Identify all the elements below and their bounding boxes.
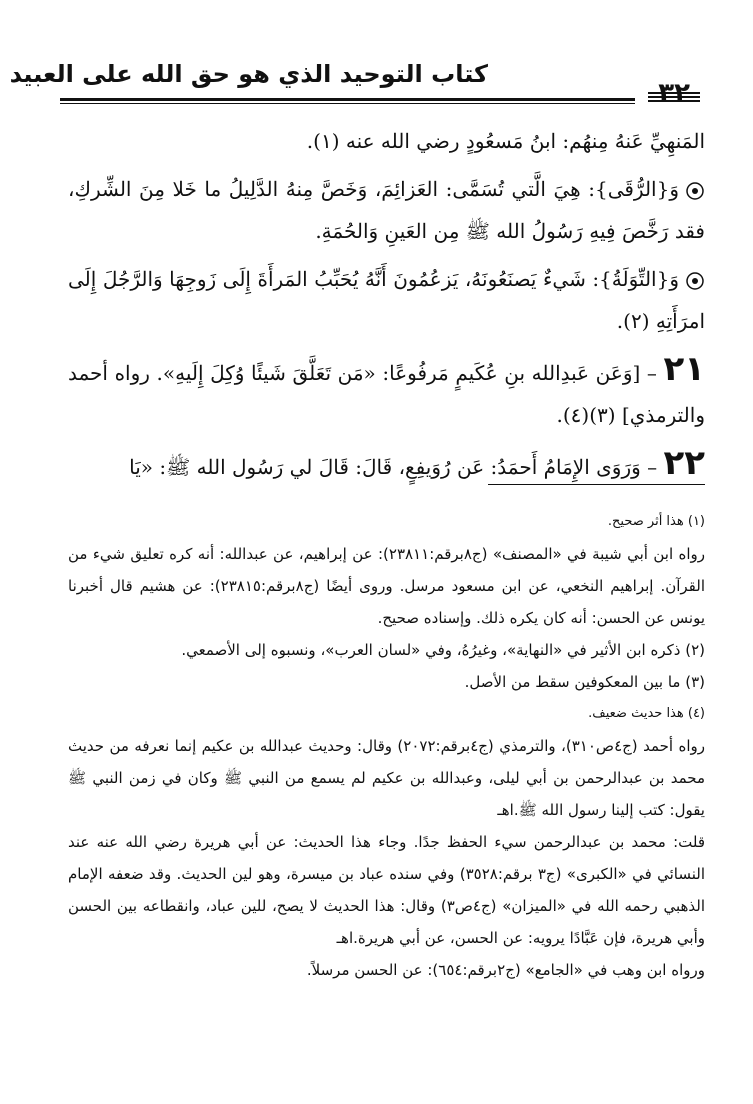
footnote-1-heading: (١) هذا أثر صحيح.	[607, 514, 705, 529]
header-ornament-line	[648, 96, 700, 98]
header-rule	[60, 98, 635, 101]
tiwala-text: وَ{التِّوَلَةُ}: شَيءٌ يَصنَعُونَهُ، يَزعُمُونَ أَنَّهُ يُحَبِّبُ المَرأَةَ إِلَى زَوجِهَا وَالرَّجُلَ إِلَى امرَأَتِهِ (٢).	[68, 267, 705, 333]
footnote-divider	[488, 484, 705, 485]
paragraph-tiwala	[68, 258, 705, 342]
footnote-1-text: رواه ابن أبي شيبة في «المصنف» (ج٨برقم:٢٣٨١١): عن إبراهيم، عن عبدالله: أنه كره تعليق شيء من القرآن. إبراهيم النخعي، عن ابن مسعود مرسل. وروى أيضًا (ج٨برقم:٢٣٨١٥): عن هشيم قال أخبرنا يونس عن الحسن: أنه كان يكره ذلك. وإسناده صحيح.	[68, 545, 705, 627]
header-rule-thin	[60, 103, 635, 104]
hadith-22	[68, 442, 705, 488]
hadith-21	[68, 348, 705, 436]
main-text	[68, 120, 705, 494]
footnote-4-text-1: رواه أحمد (ج٤ص٣١٠)، والترمذي (ج٤برقم:٢٠٧٢) وقال: وحديث عبدالله بن عكيم إنما نعرفه من حديث محمد بن عبدالرحمن بن أبي ليلى، وعبدالله بن عكيم لم يسمع من النبي ﷺ وكان في زمن النبي ﷺ يقول: كتب إلينا رسول الله ﷺ.اهـ	[68, 737, 705, 819]
hadith-22-text: – وَرَوَى الإِمَامُ أَحمَدُ: عَن رُوَيفِعٍ، قَالَ: قَالَ لي رَسُول الله ﷺ: «يَا	[129, 455, 658, 479]
hadith-21-text: – [وَعَن عَبدِالله بنِ عُكَيمٍ مَرفُوعًا: «مَن تَعَلَّقَ شَيئًا وُكِلَ إِلَيهِ». رواه أحمد والترمذي] (٣)(٤).	[68, 361, 705, 427]
running-header	[9, 58, 700, 108]
paragraph-ruqa	[68, 168, 705, 252]
header-ornament-line	[648, 100, 700, 102]
book-title: كتاب التوحيد الذي هو حق الله على العبيد	[9, 60, 488, 88]
header-ornament-line	[648, 92, 700, 94]
flower-ornament-icon	[685, 271, 705, 291]
footnote-3: (٣) ما بين المعكوفين سقط من الأصل.	[464, 673, 705, 691]
footnote-2: (٢) ذكره ابن الأثير في «النهاية»، وغيرُهُ، وفي «لسان العرب»، ونسبوه إلى الأصمعي.	[181, 641, 705, 659]
footnote-4-heading: (٤) هذا حديث ضعيف.	[588, 706, 705, 721]
hadith-number: ٢٢	[663, 443, 705, 483]
paragraph-1: المَنهِيِّ عَنهُ مِنهُم: ابنُ مَسعُودٍ رضي الله عنه (١).	[306, 129, 705, 153]
footnotes	[68, 506, 705, 986]
footnote-4-text-2: قلت: محمد بن عبدالرحمن سيء الحفظ جدًا. وجاء هذا الحديث: عن أبي هريرة رضي الله عنه عند النسائي في «الكبرى» (ج٣ برقم:٣٥٢٨) وفي سنده عباد بن ميسرة، وهو لين الحديث. وقد ضعفه الإمام الذهبي رحمه الله في «الميزان» (ج٤ص٣) وقال: هذا الحديث لا يصح، للين عباد، وانقطاعه بين الحسن وأبي هريرة، فإن عَبَّادًا يرويه: عن الحسن، عن أبي هريرة.اهـ	[68, 833, 706, 947]
flower-ornament-icon	[685, 181, 705, 201]
footnote-4-text-3: ورواه ابن وهب في «الجامع» (ج٢برقم:٦٥٤): عن الحسن مرسلاً.	[306, 961, 705, 979]
ruqa-text: وَ{الرُّقَى}: هِيَ الَّتي تُسَمَّى: العَزائِمَ، وَخَصَّ مِنهُ الدَّلِيلُ ما خَلا مِنَ الشِّركِ، فقد رَخَّصَ فِيهِ رَسُولُ الله ﷺ مِن العَينِ وَالحُمَةِ.	[68, 177, 705, 243]
hadith-number: ٢١	[663, 349, 705, 389]
